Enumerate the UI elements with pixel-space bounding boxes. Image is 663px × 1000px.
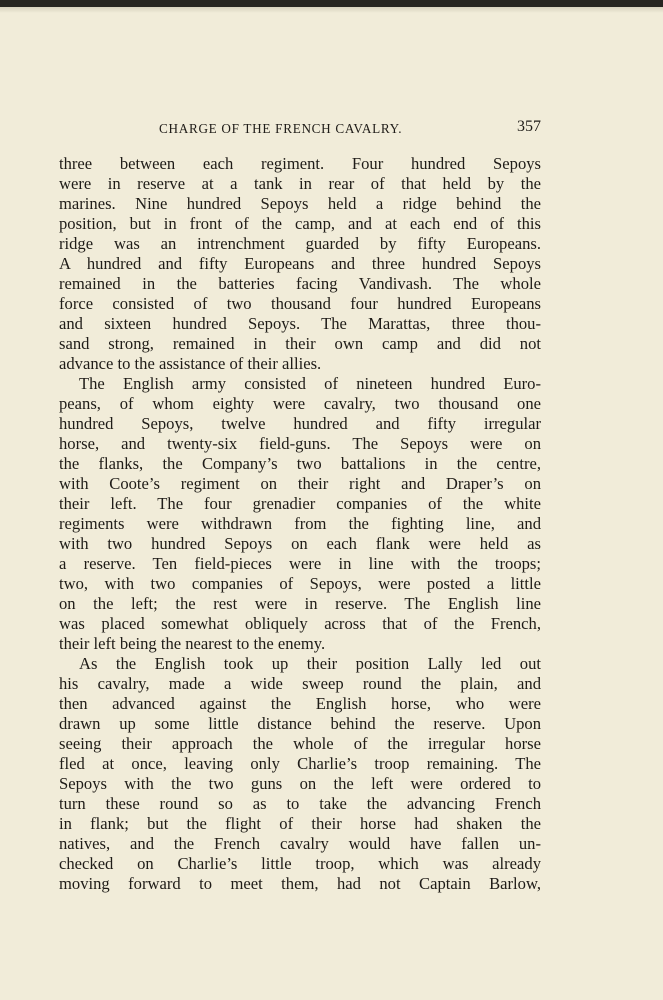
text-line: moving forward to meet them, had not Captain Barlow, — [59, 874, 541, 893]
text-line: peans, of whom eighty were cavalry, two thousand one — [59, 394, 541, 413]
text-line: drawn up some little distance behind the reserve. Upon — [59, 714, 541, 733]
text-line: advance to the assistance of their allies. — [59, 354, 322, 373]
text-line: force consisted of two thousand four hundred Europeans — [59, 294, 541, 313]
page-number: 357 — [517, 118, 541, 135]
text-line: fled at once, leaving only Charlie’s troop remaining. The — [59, 754, 541, 773]
text-line: the flanks, the Company’s two battalions in the centre, — [59, 454, 541, 473]
text-line: Sepoys with the two guns on the left were ordered to — [59, 774, 541, 793]
text-line: then advanced against the English horse, who were — [59, 694, 541, 713]
text-line: with two hundred Sepoys on each flank were held as — [59, 534, 541, 553]
text-line: and sixteen hundred Sepoys. The Marattas, three thou- — [59, 314, 541, 333]
text-line: seeing their approach the whole of the irregular horse — [59, 734, 541, 753]
text-line: his cavalry, made a wide sweep round the plain, and — [59, 674, 541, 693]
text-line: The English army consisted of nineteen hundred Euro- — [79, 374, 541, 393]
text-line: was placed somewhat obliquely across that of the French, — [59, 614, 541, 633]
text-line: horse, and twenty-six field-guns. The Sepoys were on — [59, 434, 541, 453]
text-line: their left. The four grenadier companies of the white — [59, 494, 541, 513]
text-line: on the left; the rest were in reserve. The English line — [59, 594, 541, 613]
text-line: were in reserve at a tank in rear of that held by the — [59, 174, 541, 193]
text-line: As the English took up their position Lally led out — [79, 654, 541, 673]
text-line: natives, and the French cavalry would have fallen un- — [59, 834, 541, 853]
page-top-shadow — [0, 7, 663, 13]
text-line: a reserve. Ten field-pieces were in line with the troops; — [59, 554, 541, 573]
running-title: CHARGE OF THE FRENCH CAVALRY. — [159, 121, 403, 136]
text-line: their left being the nearest to the enemy. — [59, 634, 326, 653]
text-line: ridge was an intrenchment guarded by fifty Europeans. — [59, 234, 541, 253]
text-line: turn these round so as to take the advancing French — [59, 794, 541, 813]
text-line: three between each regiment. Four hundred Sepoys — [59, 154, 541, 173]
text-line: position, but in front of the camp, and at each end of this — [59, 214, 541, 233]
text-line: marines. Nine hundred Sepoys held a ridge behind the — [59, 194, 541, 213]
text-line: checked on Charlie’s little troop, which was already — [59, 854, 541, 873]
page-top-edge — [0, 0, 663, 7]
running-head — [59, 118, 541, 138]
text-line: remained in the batteries facing Vandivash. The whole — [59, 274, 541, 293]
body-text — [59, 154, 541, 894]
text-line: regiments were withdrawn from the fighting line, and — [59, 514, 541, 533]
text-line: in flank; but the flight of their horse had shaken the — [59, 814, 541, 833]
text-line: hundred Sepoys, twelve hundred and fifty irregular — [59, 414, 541, 433]
text-line: A hundred and fifty Europeans and three hundred Sepoys — [59, 254, 541, 273]
text-line: sand strong, remained in their own camp and did not — [59, 334, 541, 353]
text-line: two, with two companies of Sepoys, were posted a little — [59, 574, 541, 593]
text-line: with Coote’s regiment on their right and Draper’s on — [59, 474, 541, 493]
